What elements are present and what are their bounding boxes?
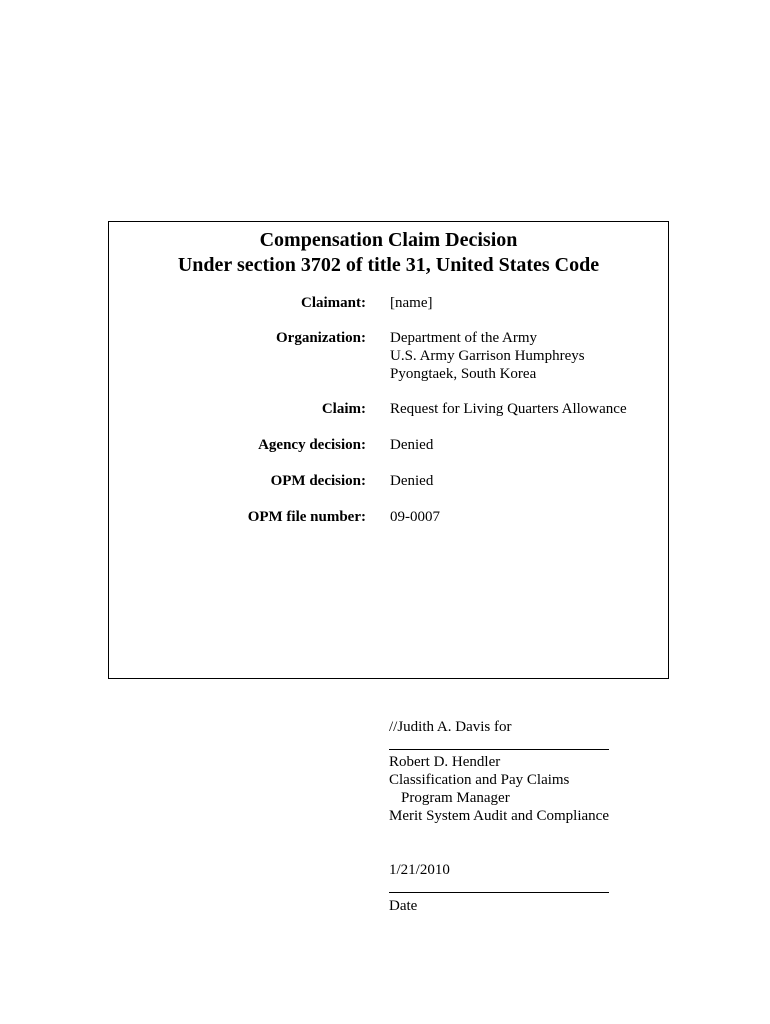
signed-by-line: //Judith A. Davis for (389, 719, 512, 735)
claim-value: Request for Living Quarters Allowance (390, 401, 627, 417)
claim-decision-box (108, 221, 669, 679)
claimant-label: Claimant: (301, 295, 366, 311)
document-title: Compensation Claim Decision (259, 229, 518, 251)
organization-line: Department of the Army (390, 330, 538, 346)
decision-date: 1/21/2010 (389, 862, 450, 878)
opm-decision-value: Denied (390, 473, 434, 489)
opm-file-number-label: OPM file number: (247, 509, 366, 525)
date-label: Date (389, 898, 418, 914)
date-rule (389, 892, 609, 893)
signer-title: Classification and Pay Claims (389, 772, 570, 788)
signer-block (389, 753, 609, 825)
opm-decision-label: OPM decision: (270, 473, 366, 489)
organization-line: U.S. Army Garrison Humphreys (390, 348, 585, 364)
organization-line: Pyongtaek, South Korea (390, 366, 537, 382)
signature-rule (389, 749, 609, 750)
claimant-value: [name] (390, 295, 433, 311)
document-subtitle: Under section 3702 of title 31, United States Code (177, 254, 600, 276)
signer-title-continued: Program Manager (401, 790, 510, 806)
claim-label: Claim: (321, 401, 366, 417)
signer-office: Merit System Audit and Compliance (389, 808, 609, 824)
organization-value (390, 329, 585, 383)
agency-decision-label: Agency decision: (258, 437, 366, 453)
opm-file-number-value: 09-0007 (390, 509, 440, 525)
agency-decision-value: Denied (390, 437, 434, 453)
signer-name: Robert D. Hendler (389, 754, 501, 770)
organization-label: Organization: (276, 330, 366, 346)
